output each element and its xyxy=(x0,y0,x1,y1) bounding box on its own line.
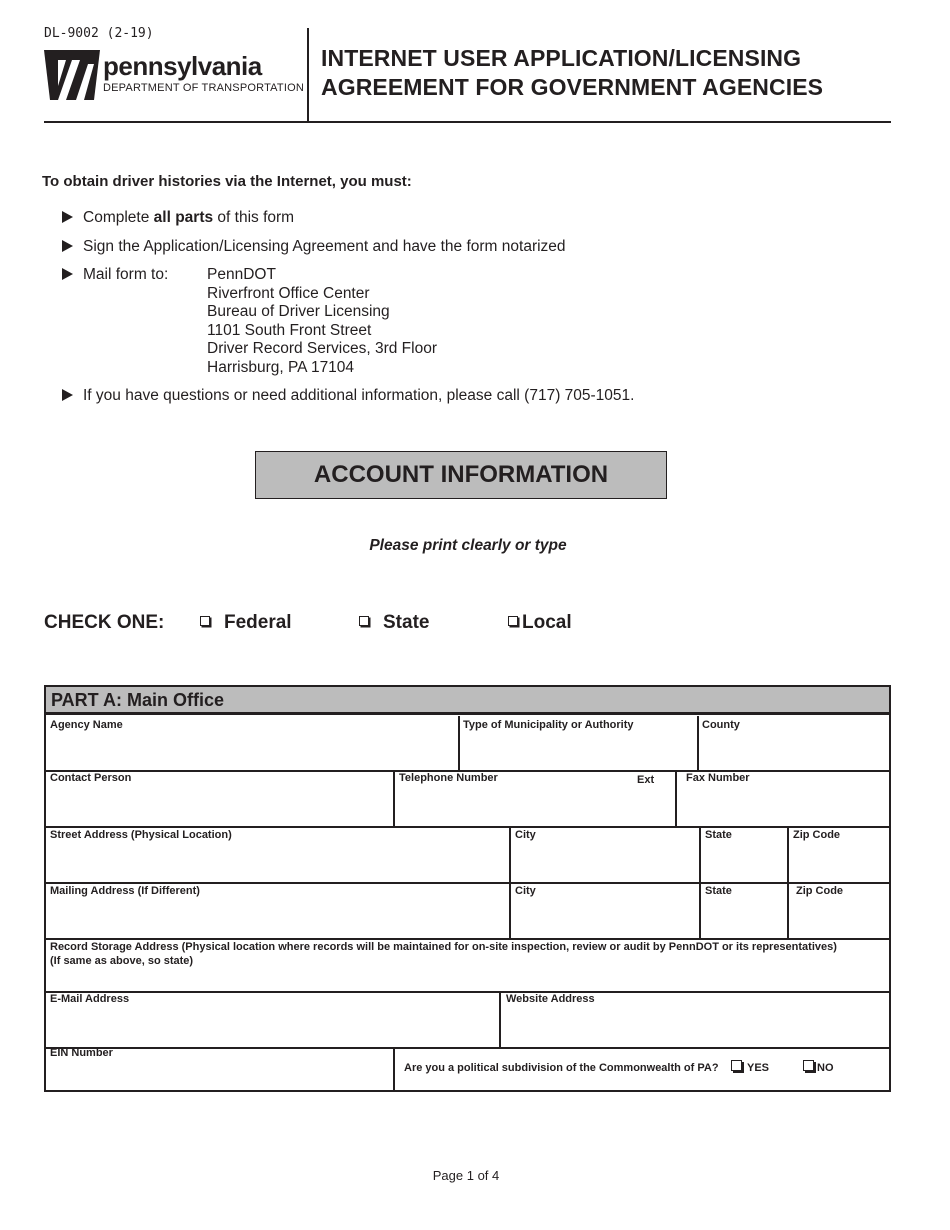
address-line: Riverfront Office Center xyxy=(207,284,370,302)
mailing-address-field[interactable]: Mailing Address (If Different) xyxy=(50,885,200,897)
bullet-arrow-icon xyxy=(62,268,73,280)
column-divider xyxy=(509,826,511,939)
option-label: State xyxy=(383,612,430,633)
website-field[interactable]: Website Address xyxy=(506,993,595,1005)
political-subdivision-question: Are you a political subdivision of the Commonwealth of PA? xyxy=(404,1062,719,1074)
checkbox-federal[interactable] xyxy=(200,616,210,626)
instruction-item xyxy=(62,238,566,256)
row-divider xyxy=(44,991,891,993)
address-line: 1101 South Front Street xyxy=(207,321,372,339)
address-line: PennDOT xyxy=(207,266,276,283)
row-divider xyxy=(44,882,891,884)
ein-field[interactable]: EIN Number xyxy=(50,1047,113,1059)
instruction-item xyxy=(62,387,634,405)
header-divider xyxy=(307,28,309,122)
mailing-zip-field[interactable]: Zip Code xyxy=(796,885,844,897)
account-information-heading: ACCOUNT INFORMATION xyxy=(255,451,667,499)
instruction-text: Mail form to: xyxy=(83,266,169,283)
instruction-text: If you have questions or need additional information, please call (717) 705-1051. xyxy=(83,387,635,404)
title-line-2: AGREEMENT FOR GOVERNMENT AGENCIES xyxy=(321,74,824,100)
page-title xyxy=(321,44,823,102)
column-divider xyxy=(699,826,701,939)
political-no-option[interactable] xyxy=(803,1060,834,1074)
bullet-arrow-icon xyxy=(62,240,73,252)
agency-name-field[interactable]: Agency Name xyxy=(50,719,123,731)
instruction-item xyxy=(62,209,294,227)
street-address-field[interactable]: Street Address (Physical Location) xyxy=(50,829,232,841)
row-divider xyxy=(44,938,891,940)
email-field[interactable]: E-Mail Address xyxy=(50,993,130,1005)
street-state-field[interactable]: State xyxy=(705,829,732,841)
column-divider xyxy=(675,770,677,827)
municipality-type-field[interactable]: Type of Municipality or Authority xyxy=(463,719,634,731)
instruction-emphasis: all parts xyxy=(153,209,214,226)
instruction-text: Complete xyxy=(83,209,154,226)
address-line: Bureau of Driver Licensing xyxy=(207,303,390,320)
fax-field[interactable]: Fax Number xyxy=(686,772,750,784)
option-state[interactable] xyxy=(359,612,429,634)
extension-field[interactable]: Ext xyxy=(637,774,655,786)
telephone-field[interactable]: Telephone Number xyxy=(399,772,498,784)
record-storage-address-field[interactable]: Record Storage Address (Physical location where records will be maintained for on-site inspection, review or audit by PennDOT or its representatives) xyxy=(50,941,837,953)
page-number: Page 1 of 4 xyxy=(432,1168,500,1183)
instruction-text: of this form xyxy=(213,209,295,226)
street-zip-field[interactable]: Zip Code xyxy=(793,829,841,841)
mailing-address-block xyxy=(207,266,437,377)
checkbox-no[interactable] xyxy=(803,1060,814,1071)
header-rule xyxy=(44,121,891,123)
column-divider xyxy=(499,991,501,1048)
part-a-title: PART A: Main Office xyxy=(46,687,889,715)
address-line: Driver Record Services, 3rd Floor xyxy=(207,340,437,357)
brand-name: pennsylvania xyxy=(103,51,262,81)
column-divider xyxy=(393,1047,395,1092)
department-name: DEPARTMENT OF TRANSPORTATION xyxy=(103,82,304,94)
mailing-city-field[interactable]: City xyxy=(515,885,536,897)
column-divider xyxy=(458,716,460,771)
option-local[interactable] xyxy=(508,612,572,634)
option-label: Federal xyxy=(224,612,292,633)
instruction-item xyxy=(62,266,168,284)
column-divider xyxy=(697,716,699,771)
address-line: Harrisburg, PA 17104 xyxy=(207,358,355,376)
option-federal[interactable] xyxy=(200,612,292,634)
record-storage-hint: (If same as above, so state) xyxy=(50,955,194,967)
title-line-1: INTERNET USER APPLICATION/LICENSING xyxy=(321,45,802,71)
check-one-label: CHECK ONE: xyxy=(44,612,165,633)
checkbox-local[interactable] xyxy=(508,616,518,626)
bullet-arrow-icon xyxy=(62,211,73,223)
row-divider xyxy=(44,826,891,828)
yes-label: YES xyxy=(747,1062,770,1074)
instruction-text: Sign the Application/Licensing Agreement and have the form notarized xyxy=(83,238,566,255)
mailing-state-field[interactable]: State xyxy=(705,885,732,897)
print-note: Please print clearly or type xyxy=(369,537,567,554)
checkbox-state[interactable] xyxy=(359,616,369,626)
no-label: NO xyxy=(817,1062,834,1074)
checkbox-yes[interactable] xyxy=(731,1060,742,1071)
column-divider xyxy=(787,826,789,939)
contact-person-field[interactable]: Contact Person xyxy=(50,772,132,784)
county-field[interactable]: County xyxy=(702,719,740,731)
bullet-arrow-icon xyxy=(62,389,73,401)
column-divider xyxy=(393,770,395,827)
option-label: Local xyxy=(522,612,572,633)
keystone-logo-icon xyxy=(44,50,100,100)
instructions-intro: To obtain driver histories via the Internet, you must: xyxy=(42,173,412,190)
row-divider xyxy=(44,1047,891,1049)
street-city-field[interactable]: City xyxy=(515,829,536,841)
form-number: DL-9002 (2-19) xyxy=(44,26,154,41)
political-yes-option[interactable] xyxy=(731,1060,769,1074)
